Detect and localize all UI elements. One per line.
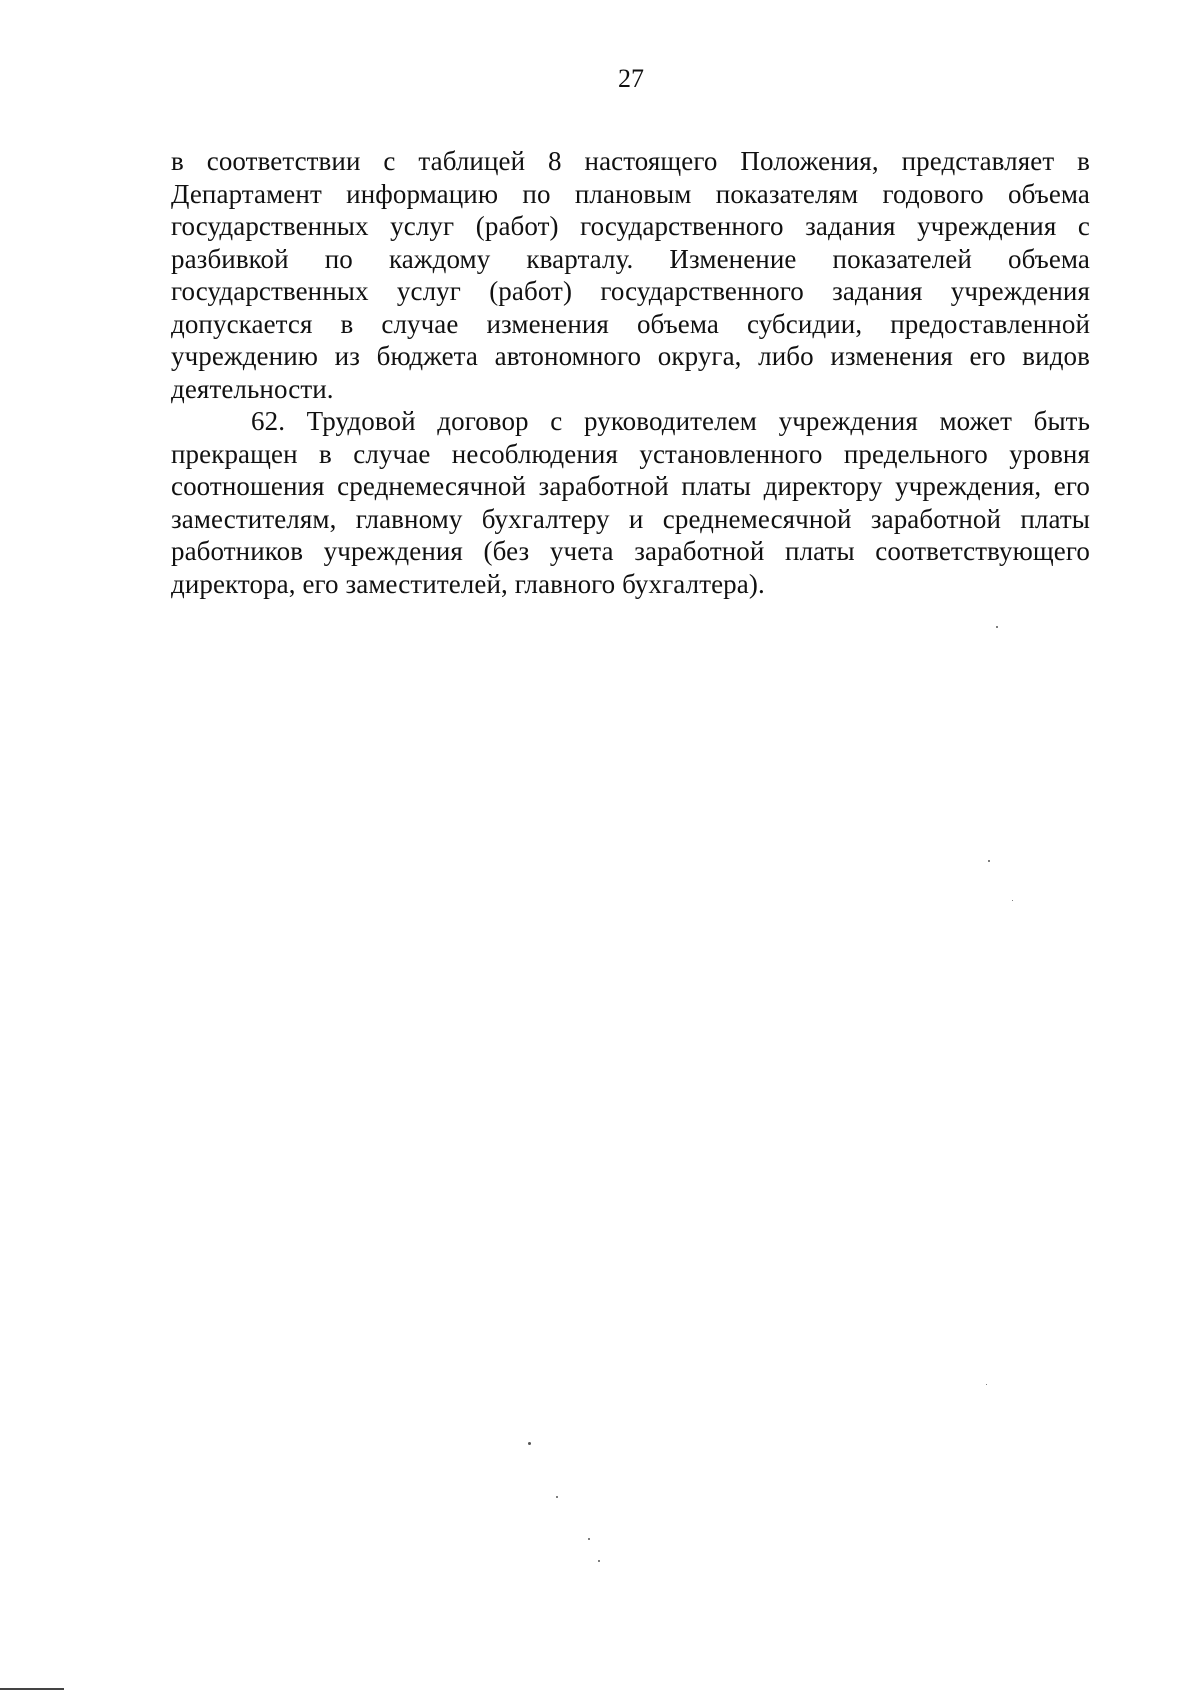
paragraph-continuation: в соответствии с таблицей 8 настоящего Положения, представляет в Департамент информацию по плановым показателям годового объема государственных услуг (работ) государственного задания учреждения с разбивкой по каждому кварталу. Изменение показателей объема государственных услуг (работ) государственного задания учреждения допускается в случае изменения объема субсидии, предоставленной учреждению из бюджета автономного округа, либо изменения его видов деятельности. bbox=[171, 146, 1090, 404]
scan-speck bbox=[588, 1538, 590, 1540]
scan-speck bbox=[988, 860, 990, 862]
scan-speck bbox=[528, 1442, 531, 1445]
page-number: 27 bbox=[618, 64, 644, 93]
scan-speck bbox=[986, 1384, 987, 1385]
scan-speck bbox=[1012, 900, 1013, 901]
scan-edge-mark bbox=[0, 1688, 64, 1690]
scan-speck bbox=[598, 1560, 600, 1562]
document-body bbox=[171, 145, 1090, 600]
scan-speck bbox=[556, 1496, 558, 1498]
scan-speck bbox=[996, 626, 998, 628]
paragraph-62: 62. Трудовой договор с руководителем учреждения может быть прекращен в случае несоблюдения установленного предельного уровня соотношения среднемесячной заработной платы директору учреждения, его заместителям, главному бухгалтеру и среднемесячной заработной платы работников учреждения (без учета заработной платы соответствующего директора, его заместителей, главного бухгалтера). bbox=[171, 406, 1090, 599]
